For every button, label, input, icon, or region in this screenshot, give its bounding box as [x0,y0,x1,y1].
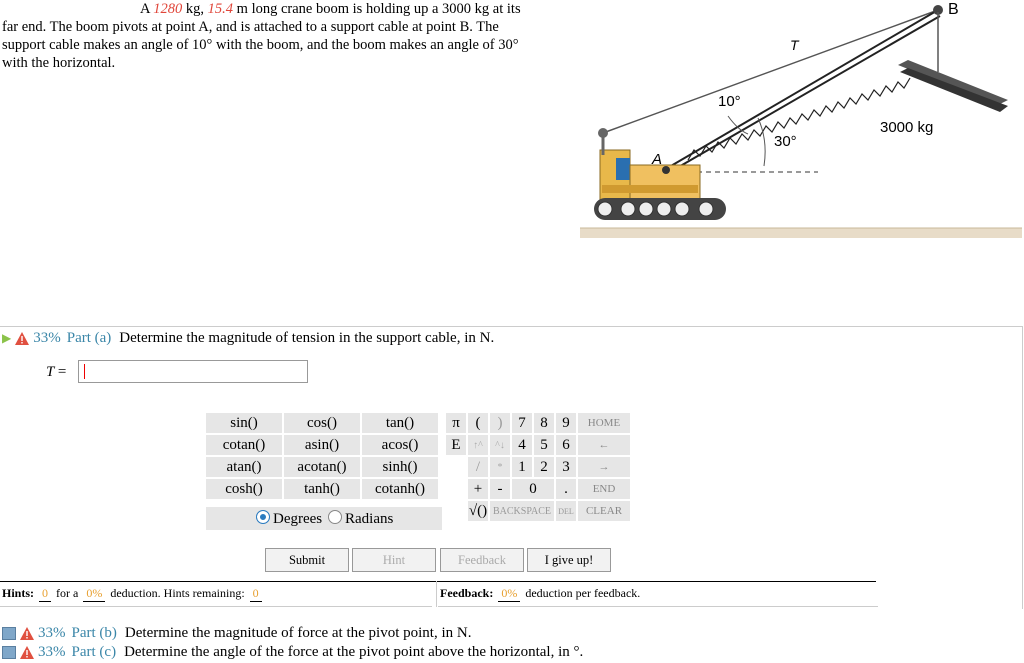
digit-4-button[interactable]: 4 [512,435,532,455]
crane-figure [578,0,1024,245]
function-keypad [204,411,440,501]
part-c-label: Part (c) [71,644,117,660]
digit-3-button[interactable]: 3 [556,457,576,477]
warning-icon [20,627,34,640]
part-a-percent: 33% [33,330,61,346]
multiply-button[interactable]: * [490,457,510,477]
sqrt-button[interactable]: √() [468,501,488,521]
tanh-button[interactable]: tanh() [284,479,360,499]
expand-arrow-icon[interactable]: ▶ [2,331,12,345]
digit-2-button[interactable]: 2 [534,457,554,477]
backspace-button[interactable]: BACKSPACE [490,501,554,521]
minus-button[interactable]: - [490,479,510,499]
answer-input[interactable] [78,360,308,383]
hint-button[interactable]: Hint [352,548,436,572]
numeric-keypad [444,411,632,523]
feedback-status: Feedback: 0% deduction per feedback. [440,586,641,600]
crane-body [594,128,726,220]
part-b-percent: 33% [38,625,66,641]
down-arrow-button[interactable]: ^↓ [490,435,510,455]
divider [436,581,437,607]
label-a: A [652,151,663,168]
warning-icon [15,332,29,345]
part-c-question: Determine the angle of the force at the pivot point above the horizontal, in °. [124,644,584,660]
angle-30-label: 30° [774,133,797,150]
crane-boom [664,10,940,172]
asin-button[interactable]: asin() [284,435,360,455]
collapsed-part-icon[interactable] [2,646,16,659]
problem-text: support cable makes an angle of 10° with the boom, and the boom makes an angle of 30° [2,37,519,53]
close-paren-button[interactable]: ) [490,413,510,433]
divider [0,581,876,582]
answer-variable: T = [46,364,67,380]
label-b: B [948,1,959,18]
end-button[interactable]: END [578,479,630,499]
digit-6-button[interactable]: 6 [556,435,576,455]
part-a-question: Determine the magnitude of tension in the support cable, in N. [119,330,495,346]
warning-icon [20,646,34,659]
part-a-label: Part (a) [66,330,112,346]
submit-button[interactable]: Submit [265,548,349,572]
right-arrow-button[interactable]: → [578,457,630,477]
problem-text: kg, [185,1,205,17]
acotan-button[interactable]: acotan() [284,457,360,477]
part-c-header[interactable] [2,644,583,661]
left-arrow-button[interactable]: ← [578,435,630,455]
radians-radio[interactable] [328,510,342,524]
part-b-question: Determine the magnitude of force at the pivot point, in N. [124,625,472,641]
ground [580,228,1022,238]
hints-status: Hints: 0 for a 0% deduction. Hints remaining: 0 [2,586,264,602]
label-t: T [790,37,799,53]
problem-statement [2,0,572,72]
radians-option[interactable]: Radians [328,510,393,528]
divider [0,606,432,607]
feedback-button[interactable]: Feedback [440,548,524,572]
divider [438,606,878,607]
cos-button[interactable]: cos() [284,413,360,433]
problem-text: m long crane boom is holding up a 3000 kg at its [236,1,521,17]
load-label: 3000 kg [880,119,934,136]
sin-button[interactable]: sin() [206,413,282,433]
del-button[interactable]: DEL [556,501,576,521]
cotan-button[interactable]: cotan() [206,435,282,455]
pi-button[interactable]: π [446,413,466,433]
cotanh-button[interactable]: cotanh() [362,479,438,499]
digit-8-button[interactable]: 8 [534,413,554,433]
open-paren-button[interactable]: ( [468,413,488,433]
angle-10-label: 10° [718,93,741,110]
part-b-header[interactable] [2,625,471,642]
e-button[interactable]: E [446,435,466,455]
given-length: 15.4 [207,1,234,17]
clear-button[interactable]: CLEAR [578,501,630,521]
divide-button[interactable]: / [468,457,488,477]
part-a-header[interactable] [2,330,494,347]
beam-load [898,60,1008,105]
decimal-button[interactable]: . [556,479,576,499]
part-c-percent: 33% [38,644,66,660]
plus-button[interactable]: + [468,479,488,499]
part-b-label: Part (b) [71,625,117,641]
degrees-radio[interactable] [256,510,270,524]
digit-9-button[interactable]: 9 [556,413,576,433]
digit-1-button[interactable]: 1 [512,457,532,477]
digit-0-button[interactable]: 0 [512,479,554,499]
degrees-option[interactable]: Degrees [256,510,322,528]
cosh-button[interactable]: cosh() [206,479,282,499]
up-arrow-button[interactable]: ↑^ [468,435,488,455]
text-caret [84,364,85,379]
problem-text: A [140,1,150,17]
digit-5-button[interactable]: 5 [534,435,554,455]
problem-text: far end. The boom pivots at point A, and is attached to a support cable at point B. The [2,19,499,35]
acos-button[interactable]: acos() [362,435,438,455]
tan-button[interactable]: tan() [362,413,438,433]
atan-button[interactable]: atan() [206,457,282,477]
collapsed-part-icon[interactable] [2,627,16,640]
sinh-button[interactable]: sinh() [362,457,438,477]
home-button[interactable]: HOME [578,413,630,433]
angle-mode [206,507,442,530]
given-mass: 1280 [153,1,183,17]
digit-7-button[interactable]: 7 [512,413,532,433]
give-up-button[interactable]: I give up! [527,548,611,572]
problem-text: with the horizontal. [2,55,116,71]
